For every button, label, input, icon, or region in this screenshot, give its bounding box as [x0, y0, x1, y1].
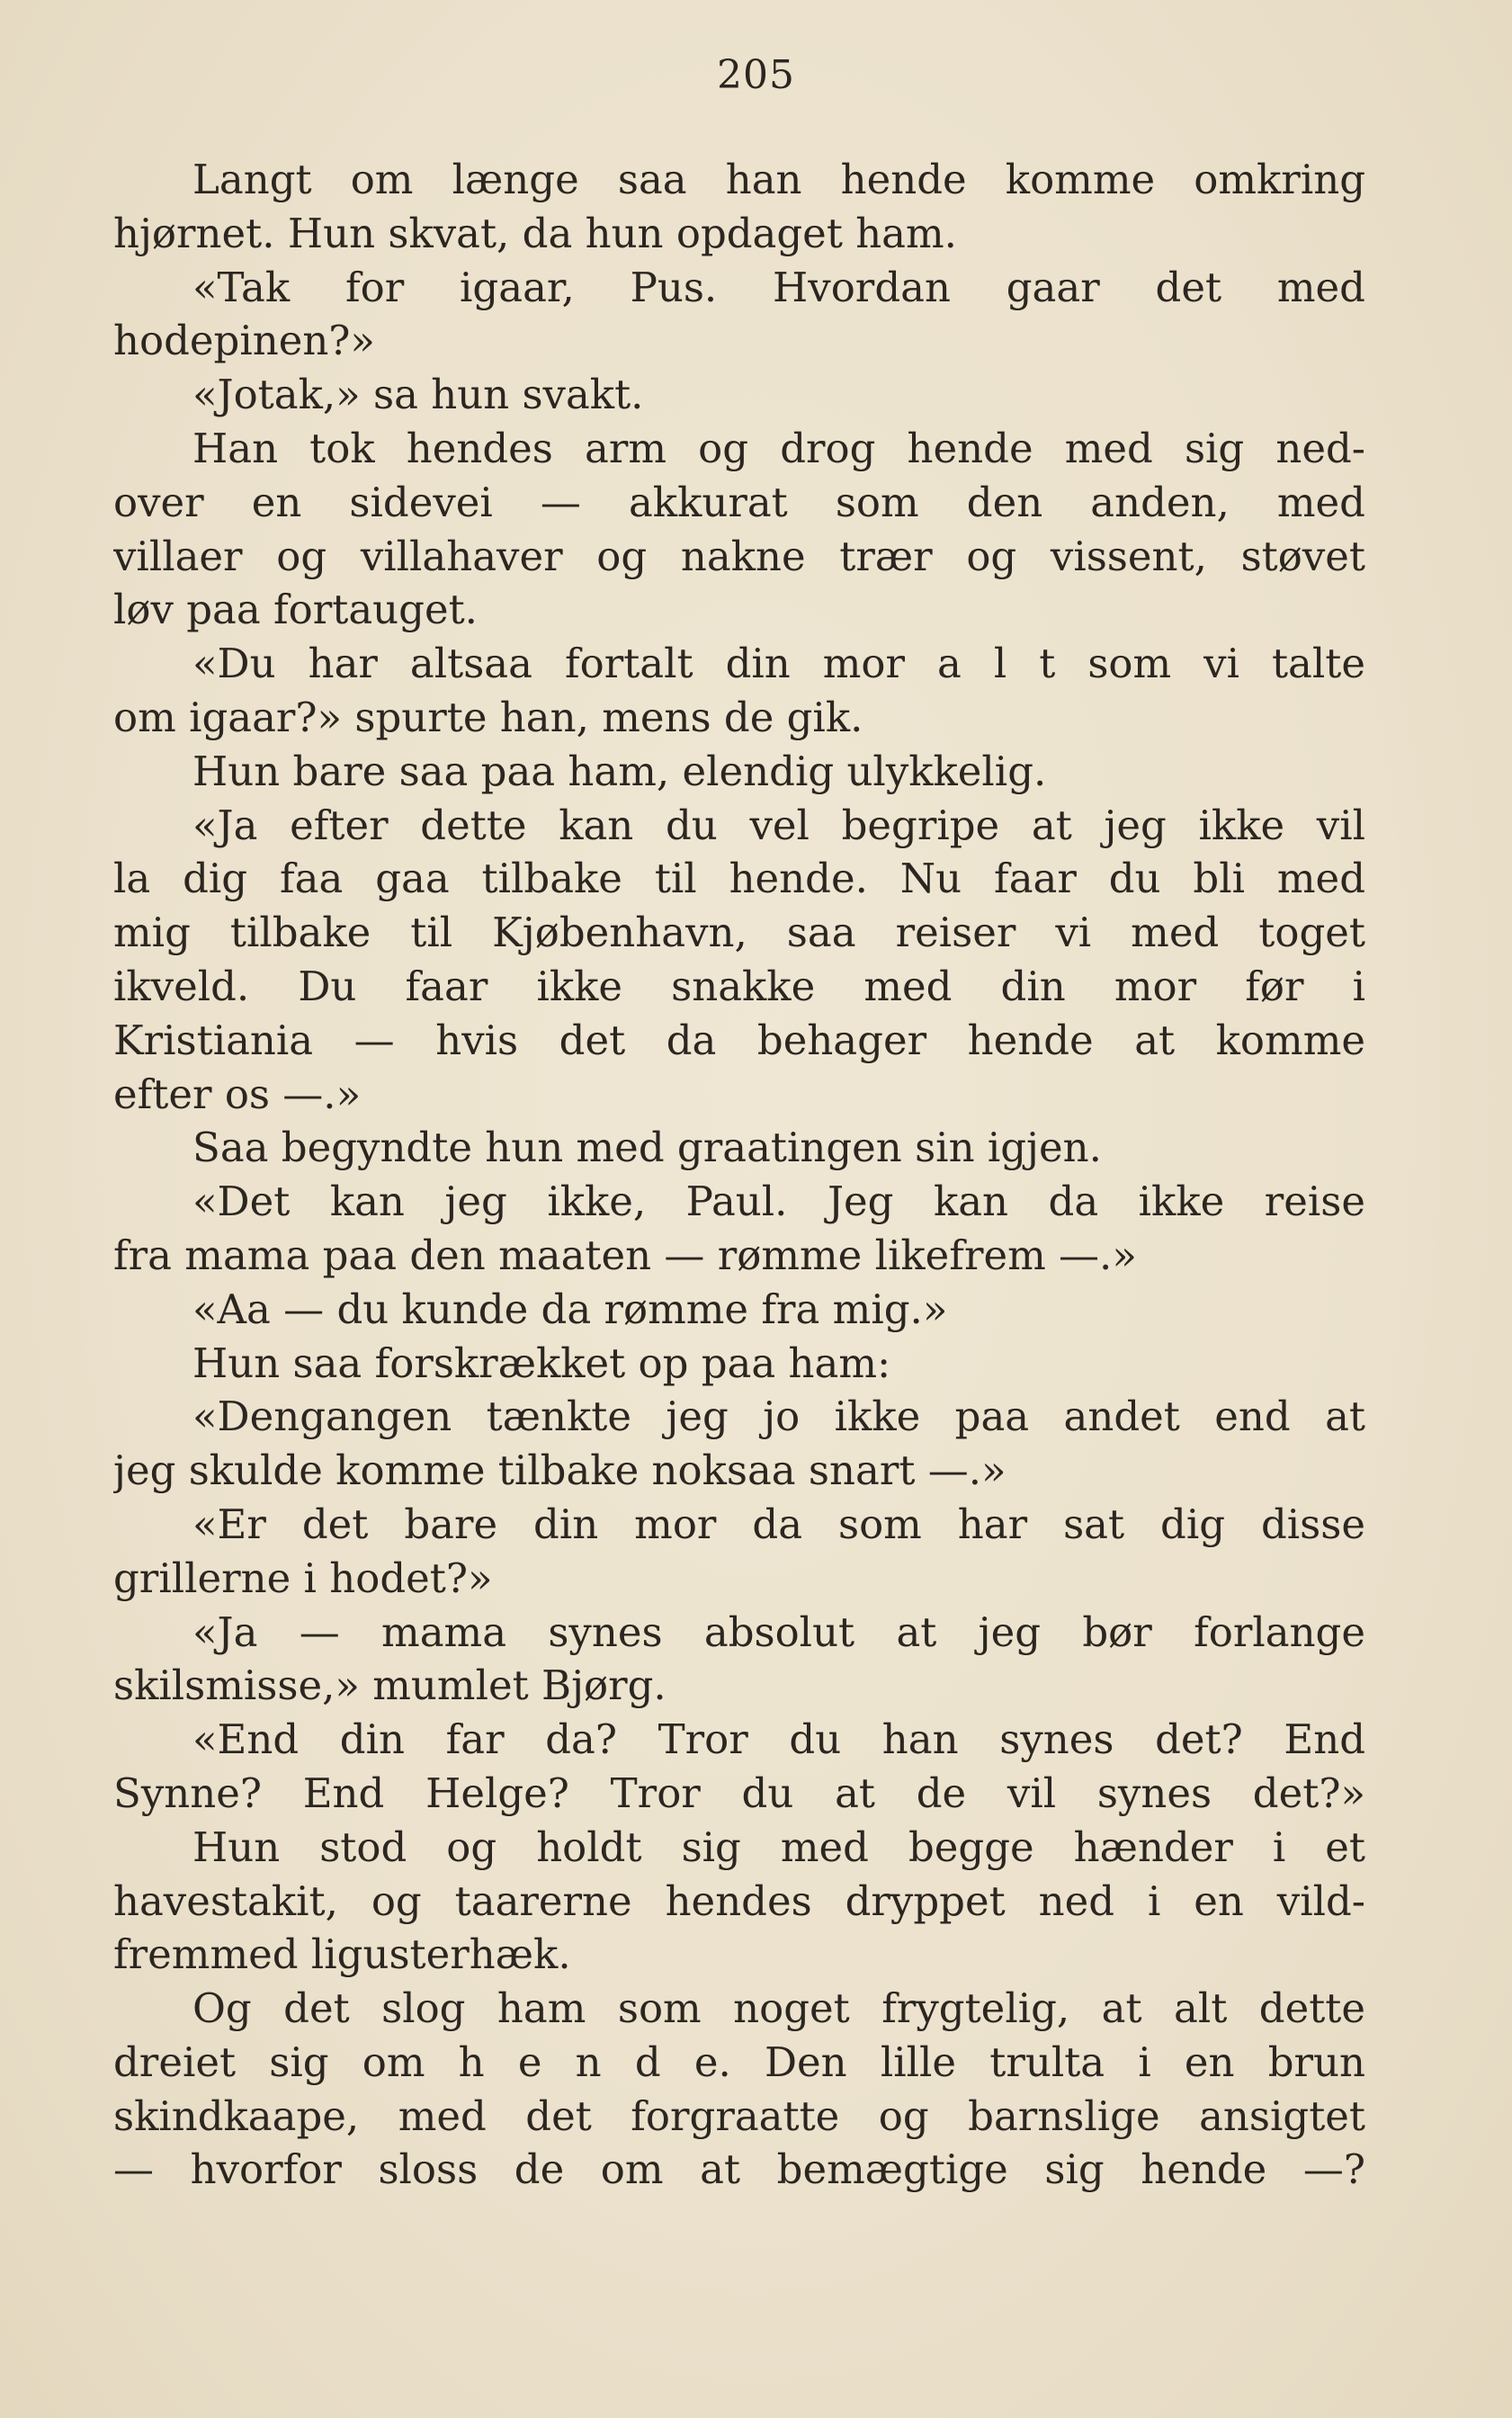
text-line: «Dengangen tænkte jeg jo ikke paa andet end at	[192, 1393, 1365, 1441]
text-line: «Tak for igaar, Pus. Hvordan gaar det med	[192, 263, 1365, 311]
text-line: Saa begyndte hun med graatingen sin igjen.	[192, 1124, 1102, 1172]
text-line: «Aa — du kunde da rømme fra mig.»	[192, 1285, 948, 1333]
text-line: dreiet sig om h e n d e. Den lille trulta i en brun	[113, 2037, 1365, 2086]
text-line: Langt om længe saa han hende komme omkring	[192, 156, 1365, 203]
text-line: «Er det bare din mor da som har sat dig disse	[192, 1500, 1365, 1548]
text-line: — hvorfor sloss de om at bemægtige sig hende —?	[113, 2145, 1365, 2194]
text-line: Synne? End Helge? Tror du at de vil synes det?»	[113, 1769, 1365, 1817]
body-text	[113, 153, 1365, 2197]
text-line: Kristiania — hvis det da behager hende at komme	[113, 1016, 1365, 1064]
text-line: efter os —.»	[113, 1070, 362, 1118]
text-line: «Ja efter dette kan du vel begripe at jeg ikke vil	[192, 801, 1365, 849]
text-line: «Du har altsaa fortalt din mor a l t som vi talte	[192, 640, 1365, 688]
text-line: ikveld. Du faar ikke snakke med din mor før i	[113, 962, 1365, 1010]
text-line: «End din far da? Tror du han synes det? End	[192, 1715, 1365, 1764]
text-line: Hun bare saa paa ham, elendig ulykkelig.	[192, 747, 1047, 795]
text-line: fra mama paa den maaten — rømme likefrem —.»	[113, 1231, 1137, 1279]
text-line: fremmed ligusterhæk.	[113, 1930, 571, 1979]
text-line: Hun saa forskrækket op paa ham:	[192, 1339, 891, 1387]
text-line: jeg skulde komme tilbake noksaa snart —.»	[113, 1446, 1007, 1495]
text-line: løv paa fortauget.	[113, 586, 478, 634]
text-line: Og det slog ham som noget frygtelig, at alt dette	[192, 1984, 1365, 2033]
text-line: la dig faa gaa tilbake til hende. Nu faar du bli med	[113, 855, 1365, 903]
text-line: villaer og villahaver og nakne trær og vissent, støvet	[113, 532, 1365, 580]
text-line: skilsmisse,» mumlet Bjørg.	[113, 1661, 667, 1710]
text-line: «Det kan jeg ikke, Paul. Jeg kan da ikke reise	[192, 1178, 1365, 1226]
text-line: over en sidevei — akkurat som den anden, med	[113, 478, 1365, 526]
text-line: Han tok hendes arm og drog hende med sig ned-	[192, 424, 1365, 472]
text-line: «Ja — mama synes absolut at jeg bør forlange	[192, 1608, 1365, 1656]
text-line: skindkaape, med det forgraatte og barnslige ansigtet	[113, 2091, 1365, 2140]
text-line: havestakit, og taarerne hendes dryppet ned i en vild-	[113, 1876, 1365, 1925]
page-number: 205	[717, 52, 795, 98]
text-line: hodepinen?»	[113, 317, 375, 365]
text-line: «Jotak,» sa hun svakt.	[192, 371, 644, 419]
text-line: mig tilbake til Kjøbenhavn, saa reiser vi med toget	[113, 909, 1365, 957]
text-line: hjørnet. Hun skvat, da hun opdaget ham.	[113, 209, 957, 257]
text-line: Hun stod og holdt sig med begge hænder i et	[192, 1822, 1365, 1871]
text-line: grillerne i hodet?»	[113, 1554, 493, 1602]
text-line: om igaar?» spurte han, mens de gik.	[113, 693, 863, 741]
